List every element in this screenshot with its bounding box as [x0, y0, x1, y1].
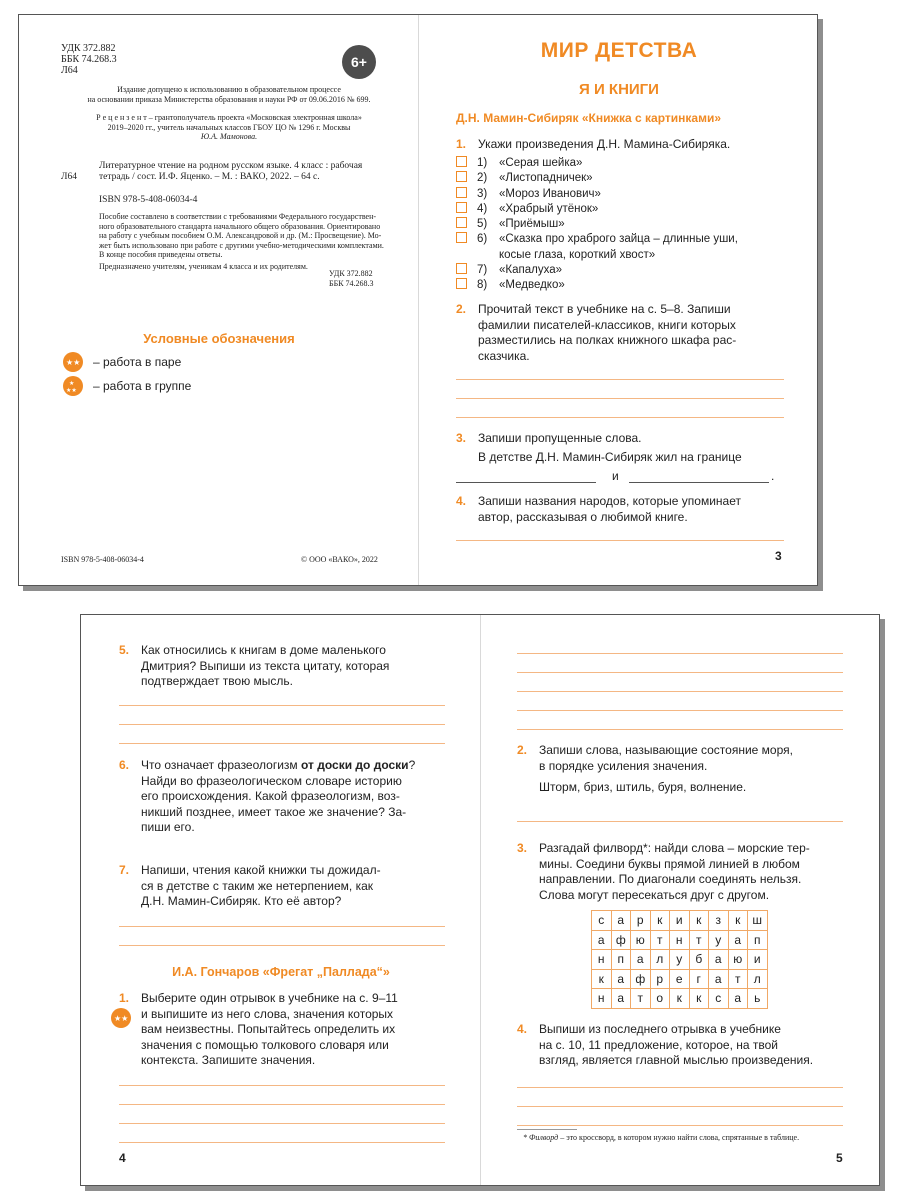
- answer-line[interactable]: [517, 821, 843, 822]
- grid-cell[interactable]: а: [709, 950, 729, 970]
- reviewer-name: Ю.А. Мамонова.: [200, 132, 258, 142]
- option-item: [456, 217, 796, 232]
- task-text: [539, 841, 862, 903]
- bbk: ББК 74.268.3: [61, 54, 117, 65]
- task-text: Укажи произведения Д.Н. Мамина-Сибиряка.: [478, 137, 731, 151]
- grid-cell[interactable]: ь: [748, 989, 768, 1009]
- task-text-line: никший позднее, имеет такое же значение? За-: [141, 804, 407, 819]
- task-text-part: ?: [408, 758, 416, 772]
- top-spread: [18, 14, 818, 586]
- gutter: [480, 615, 481, 1185]
- task-text-line: вам неизвестны. Попытайтесь определить их: [141, 1022, 396, 1036]
- svg-text:★★: ★★: [114, 1014, 129, 1023]
- grid-row: [592, 969, 768, 989]
- checkbox[interactable]: [456, 217, 467, 228]
- option-number: 7): [477, 264, 488, 277]
- option-text: «Серая шейка»: [499, 157, 583, 169]
- task-text-line: [141, 758, 464, 774]
- grid-cell[interactable]: у: [709, 930, 729, 950]
- task-text-line: Найди во фразеологическом словаре историю: [141, 773, 402, 788]
- footer-copyright: © ООО «ВАКО», 2022: [301, 555, 378, 564]
- task-text-line: взгляд, является главной мыслью произведения.: [539, 1053, 814, 1067]
- page-subtitle: Я И КНИГИ: [579, 81, 659, 98]
- grid-cell[interactable]: ю: [631, 930, 651, 950]
- book-description-line: тетрадь / сост. И.Ф. Яценко. – М. : ВАКО, 2022. – 64 с.: [99, 172, 320, 182]
- grid-cell[interactable]: а: [709, 969, 729, 989]
- grid-cell[interactable]: п: [611, 950, 631, 970]
- option-number: 8): [477, 279, 488, 292]
- task-number: 2.: [456, 302, 467, 316]
- task-number: 1.: [119, 991, 130, 1005]
- grid-cell[interactable]: с: [709, 989, 729, 1009]
- svg-text:★★: ★★: [66, 358, 81, 367]
- answer-line[interactable]: [456, 398, 784, 399]
- reviewer-line: 2019–2020 гг., учитель начальных классов ГБОУ ЦО № 1296 г. Москвы: [107, 122, 351, 132]
- grid-cell[interactable]: л: [748, 969, 768, 989]
- option-number: 2): [477, 172, 488, 185]
- grid-cell[interactable]: а: [611, 969, 631, 989]
- grid-cell[interactable]: а: [592, 930, 612, 950]
- task-number: 4.: [517, 1022, 528, 1036]
- task-number: 1.: [456, 137, 467, 151]
- word-search-grid: [591, 910, 768, 1009]
- task-text-part: Что означает фразеологизм: [141, 758, 301, 772]
- checkbox[interactable]: [456, 187, 467, 198]
- grid-cell[interactable]: т: [650, 930, 670, 950]
- answer-line[interactable]: [517, 691, 843, 692]
- svg-text:★★: ★★: [66, 387, 77, 393]
- approval-line: Издание допущено к использованию в образовательном процессе: [117, 85, 341, 94]
- grid-cell[interactable]: а: [728, 930, 748, 950]
- grid-cell[interactable]: а: [728, 989, 748, 1009]
- task-6: [119, 758, 464, 836]
- task-text: [478, 302, 801, 364]
- grid-cell[interactable]: к: [689, 989, 709, 1009]
- task-text-line: и выпишите из него слова, значения которых: [141, 1006, 394, 1021]
- sea-words: Шторм, бриз, штиль, буря, волнение.: [539, 780, 747, 794]
- udk-bottom: УДК 372.882: [329, 269, 373, 278]
- footnote-text: – это кроссворд, в котором нужно найти слова, спрятанные в таблице.: [558, 1133, 800, 1142]
- answer-line[interactable]: [119, 743, 445, 744]
- footnote-term: * Филворд: [523, 1133, 559, 1142]
- task-text-line: контекста. Запишите значения.: [141, 1053, 316, 1067]
- option-item: [456, 187, 796, 202]
- section-heading: Д.Н. Мамин-Сибиряк «Книжка с картинками»: [456, 111, 721, 125]
- answer-line[interactable]: [517, 1087, 843, 1088]
- grid-cell[interactable]: а: [611, 911, 631, 931]
- reviewer-note: [59, 113, 399, 142]
- answer-line[interactable]: [456, 379, 784, 380]
- svg-text:★: ★: [69, 380, 75, 387]
- grid-cell[interactable]: е: [670, 969, 690, 989]
- legend-pair: [63, 352, 181, 372]
- grid-cell[interactable]: а: [631, 950, 651, 970]
- task-text-line: сказчика.: [478, 348, 530, 363]
- answer-line[interactable]: [517, 672, 843, 673]
- reviewer-line: Р е ц е н з е н т – грантополучатель проекта «Московская электронная школа»: [96, 113, 362, 122]
- grid-cell[interactable]: т: [631, 989, 651, 1009]
- page-number: 5: [836, 1151, 843, 1165]
- grid-row: [592, 950, 768, 970]
- task-text-line: в порядке усиления значения.: [539, 758, 708, 773]
- option-number: 4): [477, 202, 488, 215]
- task-text-line: подтверждает твою мысль.: [141, 674, 294, 688]
- legend-pair-label: – работа в паре: [93, 355, 182, 369]
- task-text-line: Выпиши из последнего отрывка в учебнике: [539, 1022, 781, 1036]
- grid-cell[interactable]: н: [592, 989, 612, 1009]
- task-text-line: фамилии писателей-классиков, книги которых: [478, 317, 736, 332]
- page-number: 4: [119, 1151, 126, 1165]
- task-number: 7.: [119, 863, 130, 877]
- task-1-goncharov: [119, 991, 464, 1069]
- answer-line[interactable]: [456, 540, 784, 541]
- legend-group-label: – работа в группе: [93, 379, 192, 393]
- option-item: [456, 232, 796, 263]
- answer-line[interactable]: [119, 926, 445, 927]
- task-text: [141, 643, 459, 690]
- answer-line[interactable]: [119, 1104, 445, 1105]
- task-text-line: Запиши слова, называющие состояние моря,: [539, 743, 793, 757]
- task-text-line: разместились на полках книжного шкафа рас-: [478, 333, 737, 347]
- task-text-line: пиши его.: [141, 820, 195, 834]
- book-code: Л64: [61, 172, 77, 182]
- option-number: 3): [477, 187, 488, 200]
- grid-cell[interactable]: н: [592, 950, 612, 970]
- task-text: [539, 743, 862, 774]
- option-item: [456, 278, 796, 293]
- task-4: [456, 494, 801, 525]
- task-text-line: Напиши, чтения какой книжки ты дожидал-: [141, 863, 381, 877]
- grid-cell[interactable]: г: [689, 969, 709, 989]
- answer-blank[interactable]: [629, 482, 769, 483]
- grid-cell[interactable]: ю: [728, 950, 748, 970]
- grid-cell[interactable]: н: [670, 930, 690, 950]
- grid-cell[interactable]: а: [611, 989, 631, 1009]
- answer-line[interactable]: [119, 1085, 445, 1086]
- answer-line[interactable]: [517, 710, 843, 711]
- task-number: 3.: [517, 841, 528, 855]
- task-text-line: его происхождения. Какой фразеологизм, воз-: [141, 789, 400, 803]
- answer-line[interactable]: [119, 1123, 445, 1124]
- answer-line[interactable]: [119, 705, 445, 706]
- checkbox[interactable]: [456, 156, 467, 167]
- task-text-line: Д.Н. Мамин-Сибиряк. Кто её автор?: [141, 894, 342, 908]
- gutter: [418, 15, 419, 585]
- task-number: 6.: [119, 758, 130, 772]
- option-item: [456, 263, 796, 278]
- task-number: 3.: [456, 431, 467, 445]
- option-number: 1): [477, 157, 488, 169]
- task-text: Запиши пропущенные слова.: [478, 431, 642, 445]
- bbk-bottom: ББК 74.268.3: [329, 279, 374, 288]
- task-text-line: направлении. По диагонали соединять нельзя.: [539, 872, 802, 886]
- footer-isbn: ISBN 978-5-408-06034-4: [61, 555, 144, 564]
- grid-row: [592, 989, 768, 1009]
- option-item: [456, 171, 796, 186]
- task-text-line: Слова могут пересекаться друг с другом.: [539, 887, 770, 902]
- task-number: 5.: [119, 643, 130, 657]
- page-number: 3: [775, 549, 782, 563]
- options-list: [456, 156, 796, 294]
- task-5: [119, 643, 459, 690]
- grid-cell[interactable]: к: [728, 911, 748, 931]
- option-text: «Приёмыш»: [499, 218, 565, 231]
- page-title: МИР ДЕТСТВА: [540, 39, 698, 62]
- section-heading: И.А. Гончаров «Фрегат „Паллада“»: [172, 965, 390, 979]
- annotation-line: В конце пособия приведены ответы.: [99, 250, 223, 260]
- task-text-line: ся в детстве с таким же нетерпением, как: [141, 878, 374, 893]
- task-text-line: автор, рассказывая о любимой книге.: [478, 509, 688, 524]
- task-text-line: Выберите один отрывок в учебнике на с. 9–11: [141, 991, 398, 1005]
- task-3-fillword: [517, 841, 862, 903]
- grid-cell[interactable]: о: [650, 989, 670, 1009]
- phraseologism: от доски до доски: [301, 758, 409, 772]
- annotation-line: жет быть использовано при работе с другими учебно-методическими комплектами.: [99, 240, 384, 250]
- bottom-spread: [80, 614, 880, 1186]
- grid-row: [592, 930, 768, 950]
- option-number: 5): [477, 218, 488, 231]
- grid-cell[interactable]: т: [728, 969, 748, 989]
- option-text-line: косые глаза, короткий хвост»: [499, 248, 656, 261]
- option-text: «Листопадничек»: [499, 172, 593, 185]
- option-text: «Храбрый утёнок»: [499, 202, 599, 215]
- book-description: [99, 161, 389, 183]
- task-text-line: Запиши названия народов, которые упоминает: [478, 494, 741, 508]
- checkbox[interactable]: [456, 171, 467, 182]
- grid-cell[interactable]: у: [670, 950, 690, 970]
- group-work-icon: [63, 376, 83, 396]
- answer-line[interactable]: [119, 945, 445, 946]
- option-item: [456, 202, 796, 217]
- grid-cell[interactable]: ф: [631, 969, 651, 989]
- author-code: Л64: [61, 65, 78, 76]
- annotation-line: Пособие составлено в соответствии с требованиями Федерального государствен-: [99, 212, 377, 221]
- task-text-line: мины. Соедини буквы прямой линией в любом: [539, 856, 800, 871]
- option-text-line: «Сказка про храброго зайца – длинные уши,: [499, 233, 738, 246]
- grid-cell[interactable]: ш: [748, 911, 768, 931]
- grid-cell[interactable]: и: [670, 911, 690, 931]
- grid-cell[interactable]: з: [709, 911, 729, 931]
- grid-row: [592, 911, 768, 931]
- grid-cell[interactable]: т: [689, 930, 709, 950]
- task-number: 4.: [456, 494, 467, 508]
- grid-cell[interactable]: к: [689, 911, 709, 931]
- conjunction: и: [612, 469, 619, 483]
- answer-line[interactable]: [517, 729, 843, 730]
- book-description-line: Литературное чтение на родном русском языке. 4 класс : рабочая: [99, 161, 363, 171]
- annotation: [99, 212, 399, 272]
- task-number: 2.: [517, 743, 528, 757]
- checkbox[interactable]: [456, 232, 467, 243]
- option-item: [456, 156, 796, 171]
- pair-work-icon: [111, 1008, 131, 1028]
- legend-group: [63, 376, 191, 396]
- task-text-line: на с. 10, 11 предложение, которое, на твой: [539, 1037, 779, 1052]
- grid-cell[interactable]: р: [631, 911, 651, 931]
- grid-cell[interactable]: и: [748, 950, 768, 970]
- task-text-line: Дмитрия? Выпиши из текста цитату, которая: [141, 658, 390, 673]
- grid-cell[interactable]: к: [650, 911, 670, 931]
- approval-line: на основании приказа Министерства образования и науки РФ от 09.06.2016 № 699.: [87, 94, 371, 104]
- answer-line[interactable]: [119, 1142, 445, 1143]
- answer-line[interactable]: [517, 1106, 843, 1107]
- grid-cell[interactable]: б: [689, 950, 709, 970]
- task-3: [456, 431, 801, 447]
- checkbox[interactable]: [456, 263, 467, 274]
- udk: УДК 372.882: [61, 43, 116, 54]
- task-2-sea: [517, 743, 862, 774]
- age-rating-badge: 6+: [342, 45, 376, 79]
- option-text: «Мороз Иванович»: [499, 187, 601, 200]
- task-text: [141, 758, 464, 836]
- task-text: [539, 1022, 862, 1069]
- footnote: [523, 1133, 799, 1143]
- task-1: [456, 137, 796, 153]
- grid-cell[interactable]: к: [670, 989, 690, 1009]
- approval-note: [59, 85, 399, 104]
- annotation-line: на работу с учебным пособием О.М. Александровой и др. (М.: Просвещение). Мо-: [99, 231, 382, 241]
- audience: Предназначено учителям, ученикам 4 класса и их родителям.: [99, 261, 308, 271]
- pair-work-icon: [63, 352, 83, 372]
- task-text-line: Как относились к книгам в доме маленького: [141, 643, 386, 657]
- answer-line[interactable]: [517, 653, 843, 654]
- grid-cell[interactable]: ф: [611, 930, 631, 950]
- grid-cell[interactable]: к: [592, 969, 612, 989]
- grid-cell[interactable]: с: [592, 911, 612, 931]
- task-3-sentence: В детстве Д.Н. Мамин-Сибиряк жил на границе: [478, 450, 742, 464]
- answer-line[interactable]: [456, 417, 784, 418]
- annotation-line: ного образовательного стандарта начального общего образования. Ориентировано: [99, 221, 381, 231]
- task-7: [119, 863, 464, 910]
- answer-blank[interactable]: [456, 482, 596, 483]
- grid-cell[interactable]: л: [650, 950, 670, 970]
- checkbox[interactable]: [456, 202, 467, 213]
- checkbox[interactable]: [456, 278, 467, 289]
- answer-line[interactable]: [517, 1125, 843, 1126]
- task-text-line: Прочитай текст в учебнике на с. 5–8. Запиши: [478, 302, 731, 316]
- task-text-line: Разгадай филворд*: найди слова – морские тер-: [539, 841, 810, 855]
- grid-cell[interactable]: п: [748, 930, 768, 950]
- task-text: [478, 494, 801, 525]
- task-text: [141, 991, 464, 1069]
- option-text: «Медведко»: [499, 279, 565, 292]
- answer-line[interactable]: [119, 724, 445, 725]
- task-text-line: значения с помощью толкового словаря или: [141, 1037, 389, 1052]
- isbn: ISBN 978-5-408-06034-4: [99, 195, 198, 205]
- legend-title: Условные обозначения: [143, 331, 295, 346]
- option-text: «Капалуха»: [499, 264, 562, 277]
- footnote-rule: [517, 1129, 577, 1130]
- option-number: 6): [477, 233, 488, 246]
- task-text: [141, 863, 464, 910]
- option-text: [499, 232, 738, 263]
- grid-cell[interactable]: р: [650, 969, 670, 989]
- task-4-main-idea: [517, 1022, 862, 1069]
- sentence-end: .: [771, 469, 775, 483]
- task-2: [456, 302, 801, 364]
